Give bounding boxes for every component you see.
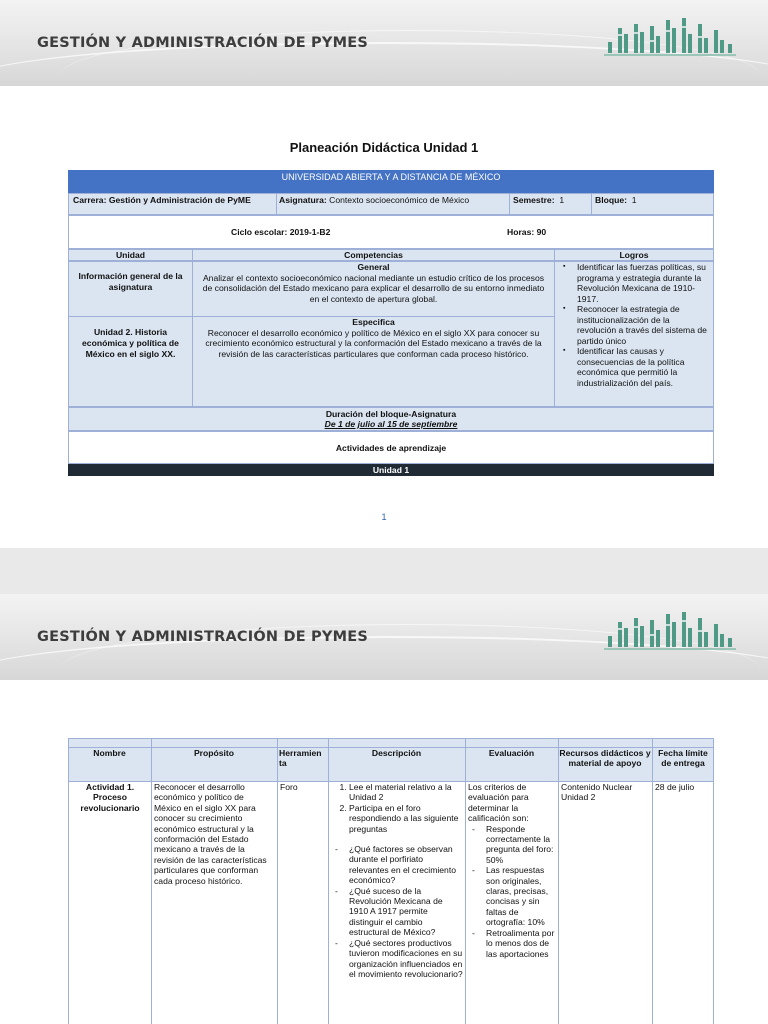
descripcion-question: - ¿Qué suceso de la Revolución Mexicana de 1910 A 1917 permite distinguir el cambio estructural de México? bbox=[349, 886, 463, 938]
evaluacion-item: - Retroalimenta por lo menos dos de las aportaciones bbox=[486, 928, 556, 959]
competencias-body bbox=[68, 261, 714, 407]
duracion-dates: De 1 de julio al 15 de septiembre bbox=[324, 419, 458, 429]
asignatura-cell bbox=[279, 195, 509, 205]
bloque-value: 1 bbox=[631, 195, 637, 205]
unidad-info-general: Información general de la asignatura bbox=[69, 262, 192, 317]
actividad-descripcion bbox=[331, 782, 463, 979]
competencia-general bbox=[192, 262, 555, 317]
actividad-proposito: Reconocer el desarrollo económico y político de México en el siglo XX para conocer su crecimiento económico estructural y la conformación del Estado mexicano a través de la revisión de las características particulares que conforman cada proceso histórico. bbox=[154, 782, 267, 886]
header-herramienta: Herramienta bbox=[279, 748, 322, 768]
duracion-title: Duración del bloque-Asignatura bbox=[325, 409, 457, 419]
logros-list bbox=[555, 262, 711, 388]
actividades-table bbox=[68, 738, 714, 1024]
descripcion-step: 2. Participa en el foro respondiendo a las siguiente preguntas bbox=[349, 803, 463, 834]
header-nombre: Nombre bbox=[93, 748, 126, 758]
bloque-cell bbox=[595, 195, 695, 205]
spacer bbox=[331, 834, 463, 844]
actividades-row: Actividades de aprendizaje bbox=[68, 431, 714, 464]
divider bbox=[276, 194, 277, 215]
header-banner bbox=[0, 594, 768, 680]
col-border bbox=[68, 738, 69, 1024]
actividad-evaluacion bbox=[468, 782, 556, 959]
document-title: Planeación Didáctica Unidad 1 bbox=[289, 140, 479, 155]
logros-cell bbox=[555, 262, 713, 406]
carrera-row bbox=[68, 193, 714, 215]
descripcion-question: - ¿Qué factores se observan durante el porfiriato relevantes en el crecimiento económico? bbox=[349, 844, 463, 886]
competencias-header-row bbox=[68, 249, 714, 261]
actividad-nombre: Actividad 1. Proceso revolucionario bbox=[80, 782, 140, 813]
semestre-label: Semestre: bbox=[513, 195, 555, 205]
divider bbox=[509, 194, 510, 215]
col-border bbox=[713, 738, 714, 1024]
actividad-herramienta: Foro bbox=[280, 782, 298, 792]
top-strip bbox=[68, 738, 714, 748]
evaluacion-items bbox=[468, 824, 556, 959]
col-border bbox=[465, 738, 466, 1024]
logo-underline bbox=[604, 648, 736, 650]
carrera-label: Carrera: Gestión y Administración de PyME bbox=[73, 195, 251, 205]
university-bar: UNIVERSIDAD ABIERTA Y A DISTANCIA DE MÉXICO bbox=[68, 170, 714, 193]
evaluacion-item: - Las respuestas son originales, claras, precisas, concisas y sin faltas de ortografía: 10% bbox=[486, 865, 556, 927]
col-logros: Logros bbox=[619, 250, 649, 260]
header-fecha: Fecha límite de entrega bbox=[658, 748, 708, 768]
duracion-row bbox=[68, 407, 714, 431]
col-border bbox=[558, 738, 559, 1024]
header-recursos: Recursos didácticos y material de apoyo bbox=[559, 748, 651, 768]
header-proposito: Propósito bbox=[193, 748, 235, 758]
general-title: General bbox=[357, 262, 390, 272]
descripcion-questions bbox=[331, 844, 463, 979]
bloque-label: Bloque: bbox=[595, 195, 627, 205]
horas: Horas: 90 bbox=[507, 227, 547, 237]
evaluacion-item: - Responde correctamente la pregunta del foro: 50% bbox=[486, 824, 556, 866]
asignatura-label: Asignatura: bbox=[279, 195, 327, 205]
ciclo-row bbox=[68, 215, 714, 249]
logro-item: ▪ Identificar las fuerzas políticas, su programa y estrategia durante la Revolución Mexicana de 1910-1917. bbox=[577, 262, 711, 304]
actividad-fecha: 28 de julio bbox=[655, 782, 695, 792]
col-competencias: Competencias bbox=[192, 250, 555, 261]
semestre-cell bbox=[513, 195, 593, 205]
descripcion-question: - ¿Qué sectores productivos tuvieron modificaciones en su organización influenciados en el movimiento revolucionario? bbox=[349, 938, 463, 980]
unadm-logo bbox=[604, 608, 736, 650]
col-border bbox=[652, 738, 653, 1024]
descripcion-step: 1. Lee el material relativo a la Unidad 2 bbox=[349, 782, 463, 803]
divider bbox=[591, 194, 592, 215]
competencia-especifica bbox=[192, 317, 555, 406]
page-number: 1 bbox=[381, 512, 387, 522]
ciclo-escolar: Ciclo escolar: 2019-1-B2 bbox=[231, 227, 331, 237]
unidad-2: Unidad 2. Historia económica y política de México en el siglo XX. bbox=[69, 317, 192, 406]
actividad-recursos: Contenido Nuclear Unidad 2 bbox=[561, 782, 633, 803]
especifica-text: Reconocer el desarrollo económico y político de México en el siglo XX para conocer su crecimiento económico estructural y la conformación del Estado mexicano a través de la revisión de las características particulares que conforman cada proceso histórico. bbox=[205, 327, 542, 359]
header-evaluacion: Evaluación bbox=[488, 748, 535, 758]
semestre-value: 1 bbox=[559, 195, 565, 205]
col-unidad: Unidad bbox=[115, 250, 146, 260]
col-border bbox=[328, 738, 329, 1024]
header-descripcion: Descripción bbox=[371, 748, 422, 758]
unidad-bar: Unidad 1 bbox=[68, 464, 714, 476]
header-title: GESTIÓN Y ADMINISTRACIÓN DE PYMES bbox=[37, 629, 368, 645]
col-border bbox=[151, 738, 152, 1024]
logro-item: ▪ Reconocer la estrategia de institucionalización de la revolución a través del sistema de partido único bbox=[577, 304, 711, 346]
asignatura-value: Contexto socioeconómico de México bbox=[329, 195, 470, 205]
col-border bbox=[277, 738, 278, 1024]
logo-bars-icon bbox=[604, 14, 736, 56]
logo-bars-icon bbox=[604, 608, 736, 650]
logo-underline bbox=[604, 54, 736, 56]
evaluacion-intro: Los criterios de evaluación para determinar la calificación son: bbox=[468, 782, 529, 824]
logro-item: ▪ Identificar las causas y consecuencias de la política económica que permitió la industrialización del país. bbox=[577, 346, 711, 388]
descripcion-steps bbox=[331, 782, 463, 834]
header-title: GESTIÓN Y ADMINISTRACIÓN DE PYMES bbox=[37, 35, 368, 51]
especifica-title: Especifica bbox=[352, 317, 395, 327]
unadm-logo bbox=[604, 14, 736, 56]
header-banner bbox=[0, 0, 768, 86]
general-text: Analizar el contexto socioeconómico nacional mediante un estudio crítico de los procesos de consolidación del Estado mexicano para explicar el desarrollo de su entorno inmediato en el contexto de apertura global. bbox=[202, 272, 545, 304]
